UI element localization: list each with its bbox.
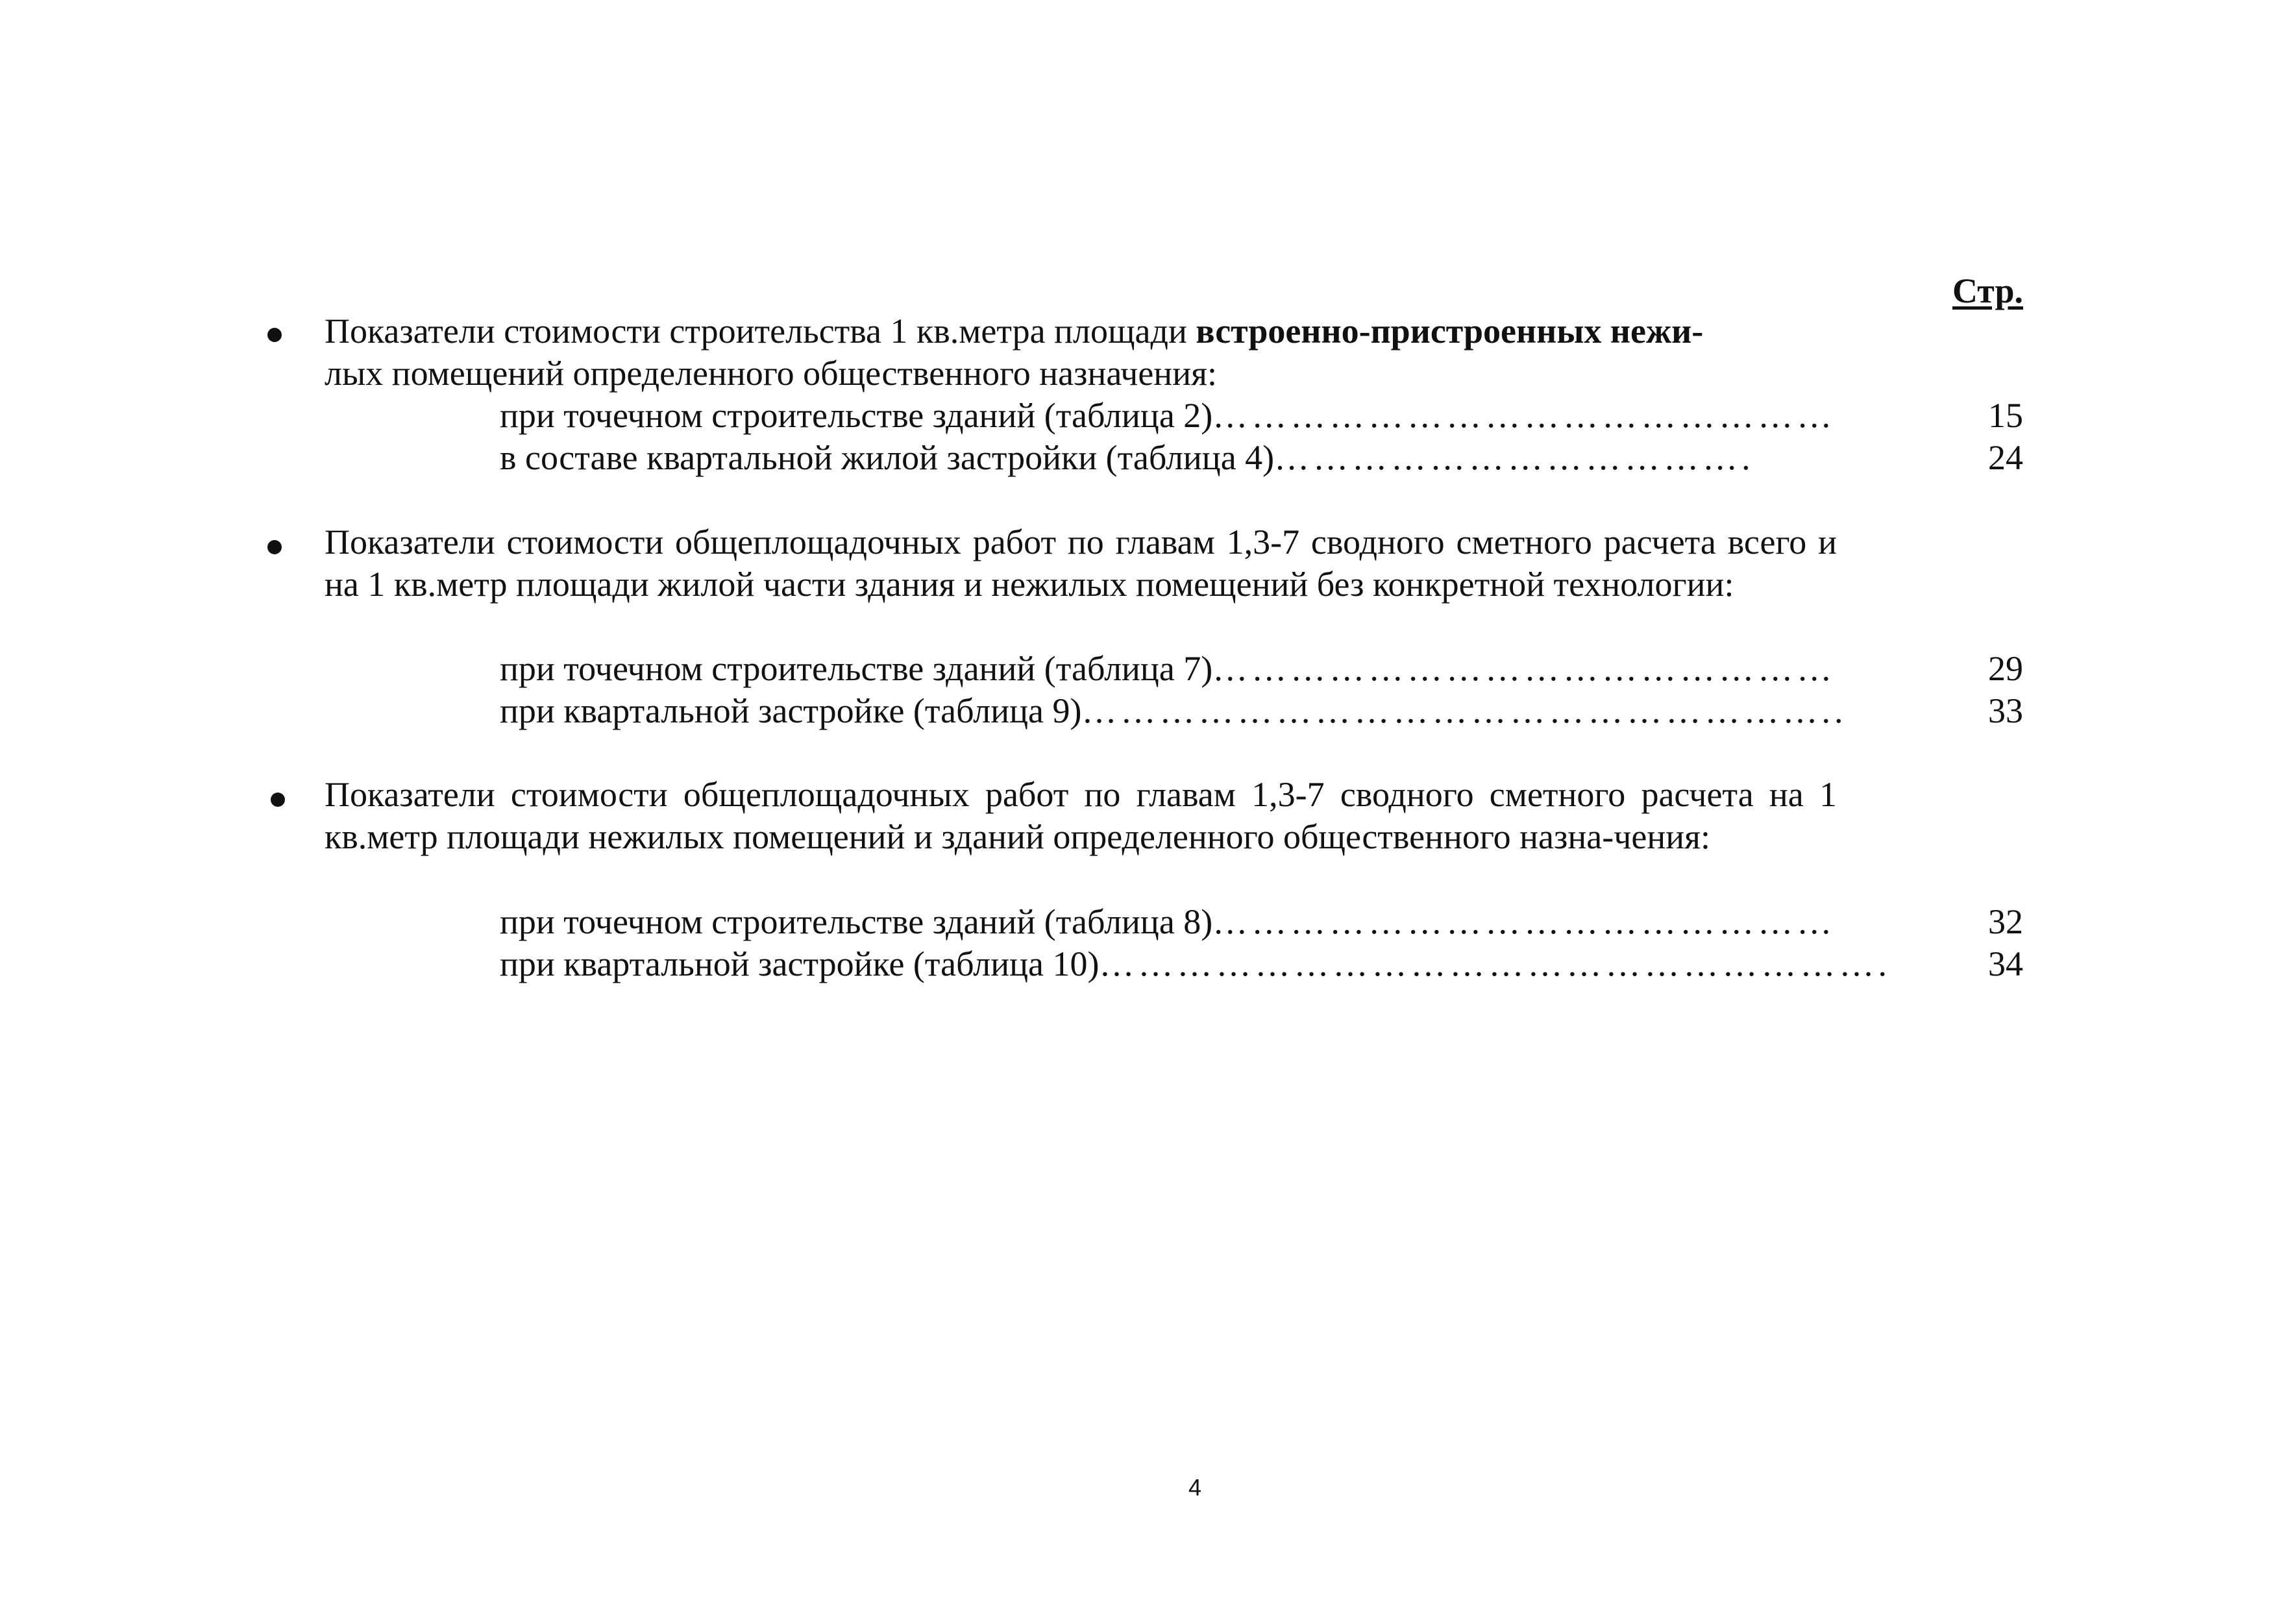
dot-leader: ………………………………………… xyxy=(1212,649,1836,688)
footer-page-number: 4 xyxy=(1188,1474,1202,1501)
toc-entry-page-number: 34 xyxy=(1988,944,2023,983)
section-lead-paragraph xyxy=(325,310,1837,395)
section-lead-paragraph: Показатели стоимости общеплощадочных работ по главам 1,3-7 сводного сметного расчета на 1 кв.метр площади нежилых помещений и зданий определенного общественного назна-чения: xyxy=(325,775,1837,856)
lead-text-bold: встроенно-пристроенных нежи- xyxy=(1196,312,1704,351)
dot-leader: ………………………………. xyxy=(1274,438,1754,477)
toc-entry-label: при точечном строительстве зданий (таблица 8) xyxy=(500,902,1213,941)
bullet-icon xyxy=(271,793,285,807)
toc-entry-page-number: 33 xyxy=(1988,691,2023,730)
bullet-icon xyxy=(267,328,282,342)
dot-leader: ………………………………………………….. xyxy=(1081,691,1847,730)
toc-entry[interactable] xyxy=(500,901,1836,943)
toc-entry[interactable] xyxy=(500,437,1804,479)
dot-leader: ………………………………………… xyxy=(1212,396,1836,435)
toc-entry-page-number: 29 xyxy=(1988,649,2023,688)
toc-entry-page-number: 15 xyxy=(1988,396,2023,435)
bullet-icon xyxy=(267,540,282,554)
lead-text-continued: лых помещений определенного общественного назначения: xyxy=(325,354,1217,393)
toc-entry-label: при квартальной застройке (таблица 10) xyxy=(500,944,1100,983)
page-column-header: Стр. xyxy=(1952,271,2024,310)
section-lead-paragraph: Показатели стоимости общеплощадочных работ по главам 1,3-7 сводного сметного расчета всего и на 1 кв.метр площади жилой части здания и нежилых помещений без конкретной технологии: xyxy=(325,523,1837,604)
toc-entry-page-number: 24 xyxy=(1988,438,2023,477)
dot-leader: ………………………………………… xyxy=(1212,902,1836,941)
toc-entry[interactable] xyxy=(500,648,1836,690)
toc-entry[interactable] xyxy=(500,395,1836,437)
toc-entry-label: при точечном строительстве зданий (таблица 7) xyxy=(500,649,1213,688)
toc-entry-label: в составе квартальной жилой застройки (таблица 4) xyxy=(500,438,1275,477)
toc-entry-label: при точечном строительстве зданий (таблица 2) xyxy=(500,396,1213,435)
toc-entry[interactable] xyxy=(500,943,1891,985)
toc-entry-page-number: 32 xyxy=(1988,902,2023,941)
lead-text: Показатели стоимости строительства 1 кв.метра площади xyxy=(325,312,1196,351)
dot-leader: ……………………………………………………. xyxy=(1099,944,1891,983)
toc-entry-label: при квартальной застройке (таблица 9) xyxy=(500,691,1082,730)
toc-entry[interactable] xyxy=(500,690,1847,732)
